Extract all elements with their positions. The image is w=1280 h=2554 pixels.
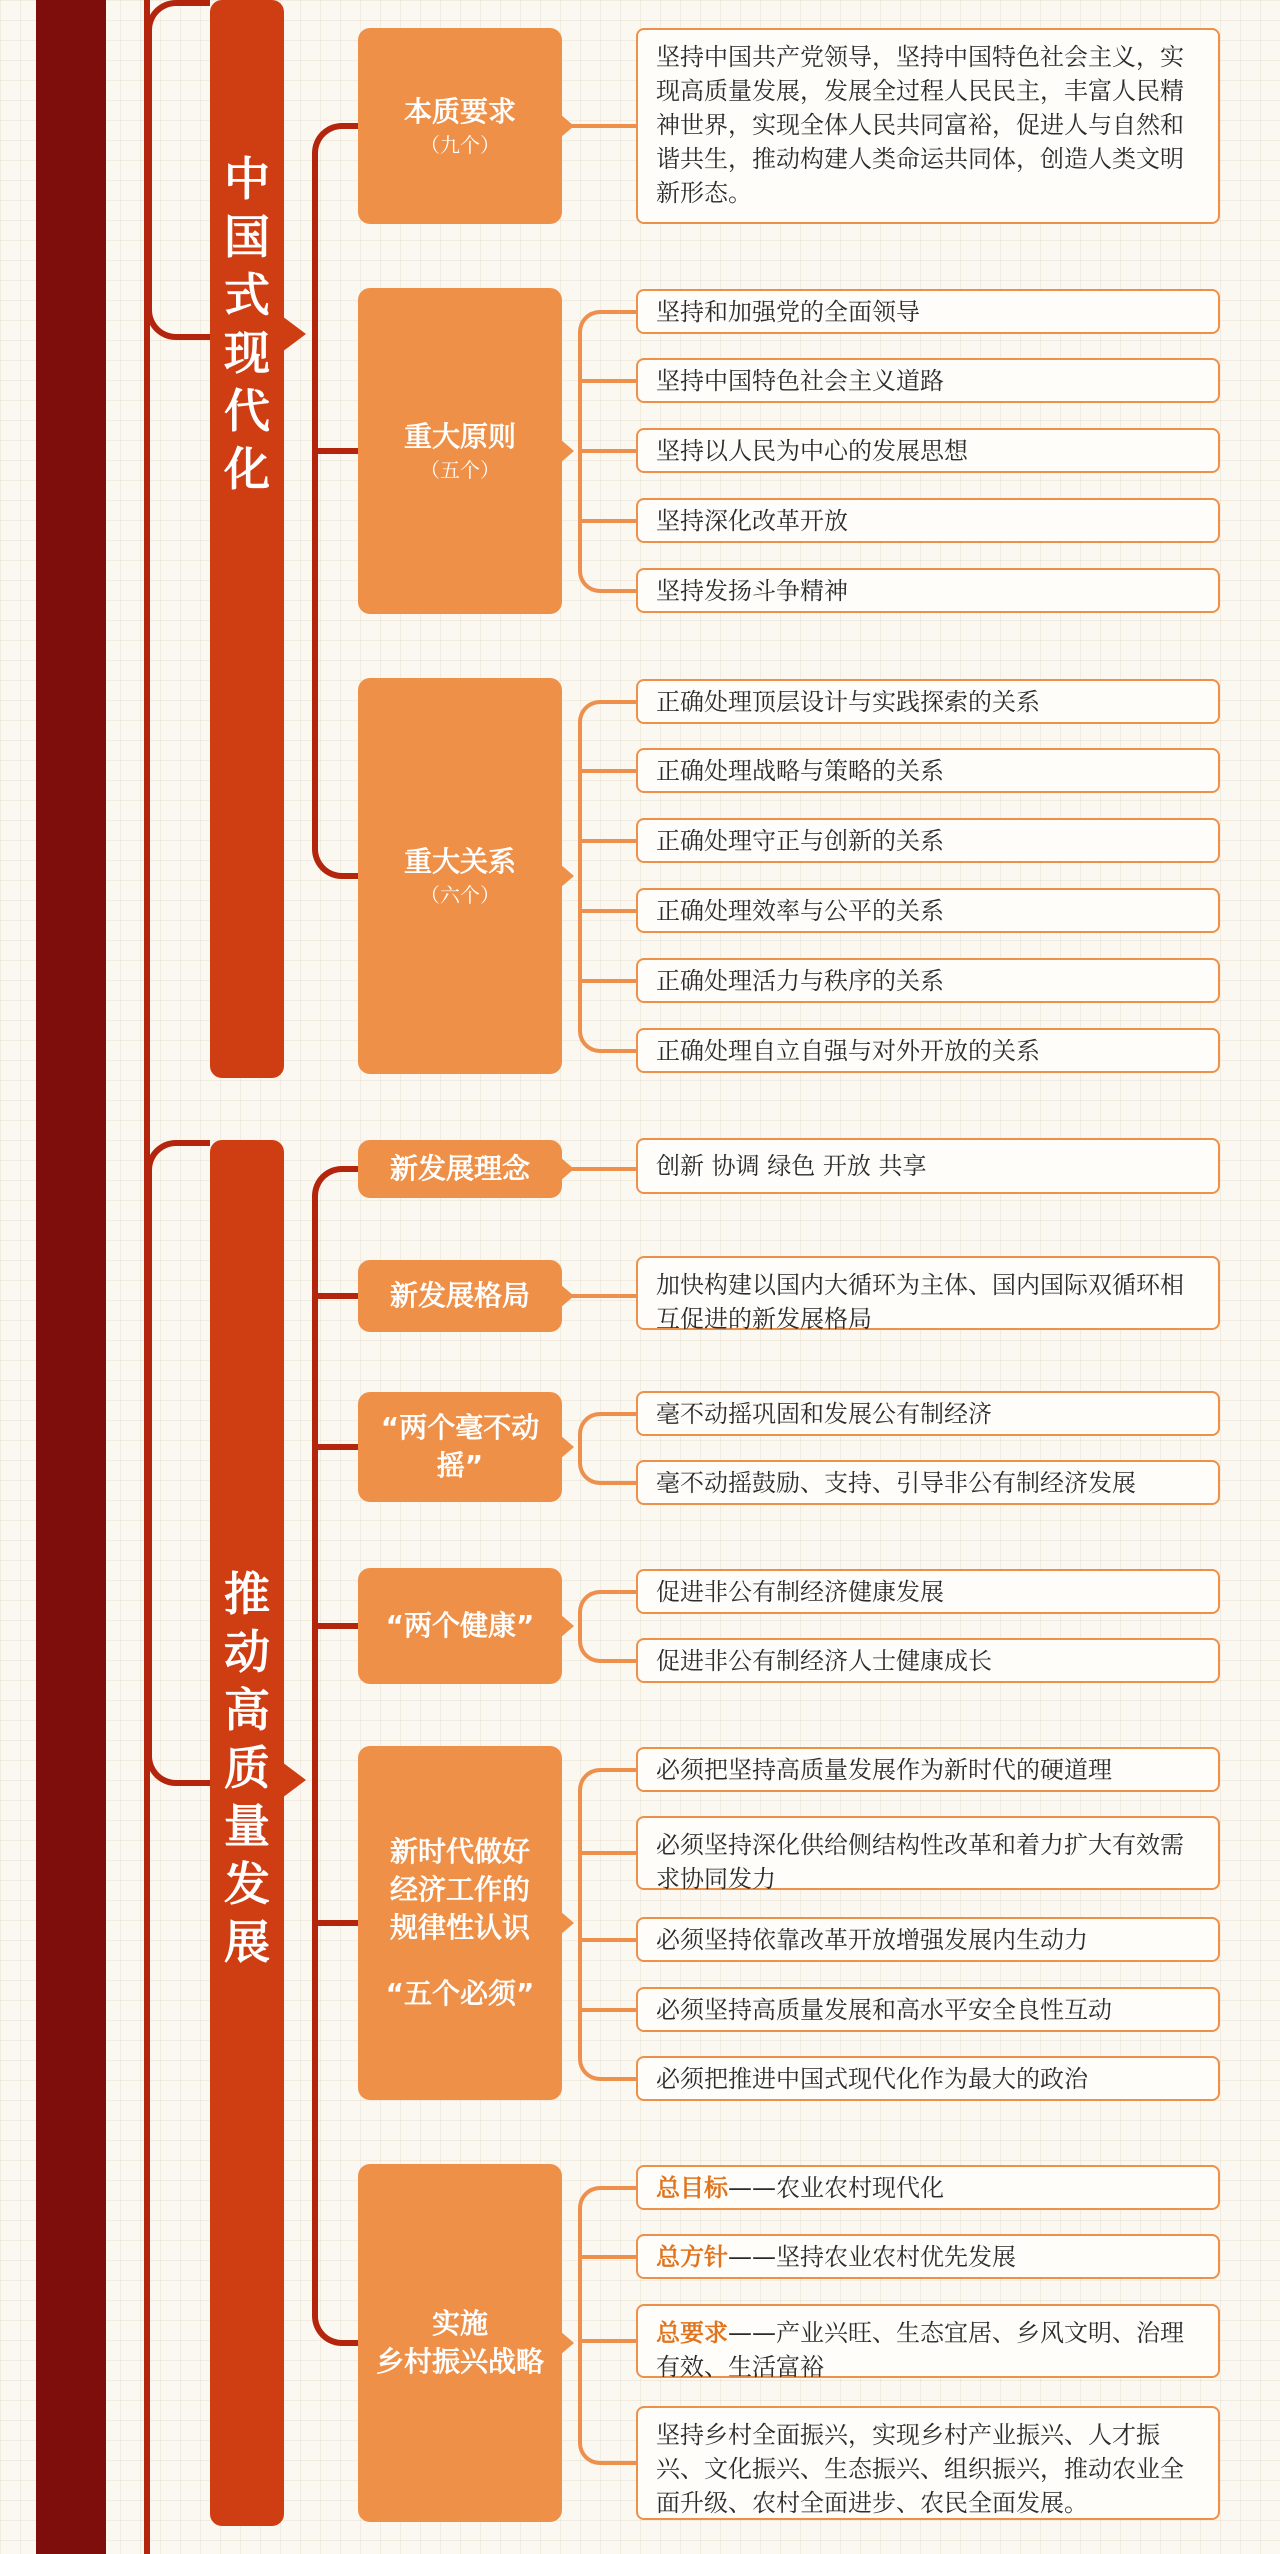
- leaf-text: 创新 协调 绿色 开放 共享: [656, 1152, 927, 1180]
- leaf-item: [636, 428, 1220, 473]
- leaf-text: 必须坚持依靠改革开放增强发展内生动力: [656, 1925, 1088, 1954]
- leaf-branch: [578, 2339, 636, 2343]
- leaf-branch: [578, 2008, 636, 2012]
- leaf-text-wrap: [656, 1034, 1040, 1068]
- leaf-branch: [578, 839, 636, 843]
- category-label: 实施: [431, 2307, 488, 2340]
- leaf-text: 促进非公有制经济人士健康成长: [656, 1646, 992, 1675]
- category-count: （六个）: [420, 883, 500, 907]
- node-branch: [312, 1293, 358, 1299]
- category-node: [358, 288, 562, 614]
- category-node: [358, 1140, 562, 1198]
- leaf-branch: [578, 769, 636, 773]
- leaf-text: 正确处理活力与秩序的关系: [656, 966, 944, 995]
- leaf-text-wrap: [656, 1397, 992, 1431]
- category-label: 新发展格局: [389, 1279, 530, 1312]
- category-label: 重大原则: [403, 420, 516, 453]
- leaf-connector: [572, 1294, 636, 1298]
- leaf-text: 必须坚持深化供给侧结构性改革和着力扩大有效需求协同发力: [656, 1831, 1184, 1893]
- leaf-text: ——坚持农业农村优先发展: [728, 2242, 1016, 2271]
- section-arrow: [282, 1762, 306, 1798]
- leaf-text-wrap: [656, 2316, 1200, 2384]
- leaf-item: [636, 958, 1220, 1003]
- section-title-char: 现: [224, 326, 270, 380]
- leaf-item: [636, 1747, 1220, 1792]
- category-node: [358, 1260, 562, 1332]
- leaf-text-wrap: [656, 1644, 992, 1678]
- node-spine-connector: [312, 1166, 358, 2346]
- leaf-highlight: 总方针: [656, 2242, 728, 2271]
- leaf-text-wrap: [656, 685, 1040, 719]
- leaf-text: 正确处理顶层设计与实践探索的关系: [656, 687, 1040, 716]
- leaf-text: 坚持中国共产党领导，坚持中国特色社会主义，实现高质量发展，发展全过程人民民主，丰富人民精神世界，实现全体人民共同富裕，促进人与自然和谐共生，推动构建人类命运共同体，创造人类文明新形态。: [656, 43, 1184, 207]
- leaf-highlight: 总目标: [656, 2173, 728, 2202]
- leaf-connector: [572, 124, 636, 128]
- leaf-text: 正确处理战略与策略的关系: [656, 756, 944, 785]
- leaf-text: 坚持中国特色社会主义道路: [656, 366, 944, 395]
- leaf-item: [636, 818, 1220, 863]
- section-title-char: 中: [224, 152, 270, 206]
- leaf-item: [636, 748, 1220, 793]
- section-title-char: 发: [224, 1857, 270, 1911]
- leaf-bracket: [578, 1590, 636, 1663]
- leaf-text: ——产业兴旺、生态宜居、乡风文明、治理有效、生活富裕: [656, 2319, 1184, 2381]
- section-title-char: 展: [224, 1915, 270, 1969]
- leaf-item: [636, 1638, 1220, 1683]
- node-arrow: [560, 1435, 574, 1459]
- leaf-connector: [572, 1167, 636, 1171]
- leaf-text-wrap: [656, 2240, 1016, 2274]
- leaf-item: [636, 498, 1220, 543]
- category-node: [358, 1568, 562, 1684]
- section-connector: [146, 1140, 210, 1786]
- leaf-text-wrap: [656, 40, 1200, 210]
- category-label: “两个健康”: [385, 1609, 535, 1642]
- node-arrow: [560, 2331, 574, 2355]
- section-title-char: 量: [224, 1799, 270, 1853]
- leaf-branch: [578, 379, 636, 383]
- leaf-branch: [578, 979, 636, 983]
- section-title-char: 质: [224, 1741, 270, 1795]
- leaf-text: 坚持发扬斗争精神: [656, 576, 848, 605]
- leaf-text-wrap: [656, 964, 944, 998]
- category-label: 本质要求: [403, 95, 516, 128]
- section-title-0: [210, 0, 284, 1078]
- node-arrow: [560, 439, 574, 463]
- category-label-line2: “五个必须”: [385, 1977, 535, 2010]
- leaf-item: [636, 2165, 1220, 2210]
- leaf-text: 毫不动摇巩固和发展公有制经济: [656, 1399, 992, 1428]
- leaf-text-wrap: [656, 2171, 944, 2205]
- section-title-char: 国: [224, 210, 270, 264]
- leaf-text: 正确处理守正与创新的关系: [656, 826, 944, 855]
- leaf-text: 正确处理自立自强与对外开放的关系: [656, 1036, 1040, 1065]
- leaf-item: [636, 2234, 1220, 2279]
- section-title-char: 化: [224, 442, 270, 496]
- category-node: [358, 28, 562, 224]
- leaf-item: [636, 358, 1220, 403]
- leaf-text-wrap: [656, 1575, 944, 1609]
- leaf-bracket: [578, 1412, 636, 1485]
- leaf-item: [636, 679, 1220, 724]
- category-label: 新发展理念: [389, 1152, 530, 1185]
- leaf-text: 坚持深化改革开放: [656, 506, 848, 535]
- leaf-branch: [578, 1851, 636, 1855]
- node-spine-connector: [312, 123, 358, 879]
- section-title-char: 推: [224, 1567, 270, 1621]
- node-branch: [312, 1920, 358, 1926]
- leaf-text-wrap: [656, 2418, 1200, 2520]
- leaf-item: [636, 1460, 1220, 1505]
- left-dark-bar: [36, 0, 106, 2554]
- leaf-text: 坚持乡村全面振兴，实现乡村产业振兴、人才振兴、文化振兴、生态振兴、组织振兴，推动农业全面升级、农村全面进步、农民全面发展。: [656, 2421, 1184, 2517]
- leaf-text-wrap: [656, 2062, 1088, 2096]
- section-title-1: [210, 1140, 284, 2526]
- leaf-text: 坚持以人民为中心的发展思想: [656, 436, 968, 465]
- node-branch: [312, 1444, 358, 1450]
- leaf-text: 必须坚持高质量发展和高水平安全良性互动: [656, 1995, 1112, 2024]
- category-count: （九个）: [420, 133, 500, 157]
- leaf-item: [636, 568, 1220, 613]
- section-title-char: 代: [224, 384, 270, 438]
- leaf-bracket: [578, 700, 636, 1053]
- leaf-branch: [578, 519, 636, 523]
- leaf-item: [636, 2304, 1220, 2381]
- leaf-text-wrap: [656, 1993, 1112, 2027]
- leaf-item: [636, 2056, 1220, 2101]
- node-arrow: [560, 1911, 574, 1935]
- leaf-text-wrap: [656, 504, 848, 538]
- node-arrow: [560, 1614, 574, 1638]
- leaf-text: 必须把推进中国式现代化作为最大的政治: [656, 2064, 1088, 2093]
- leaf-item: [636, 888, 1220, 933]
- section-title-char: 动: [224, 1625, 270, 1679]
- leaf-text: 正确处理效率与公平的关系: [656, 896, 944, 925]
- leaf-item: [636, 289, 1220, 334]
- leaf-item: [636, 28, 1220, 224]
- leaf-text: ——农业农村现代化: [728, 2173, 944, 2202]
- leaf-text-wrap: [656, 1923, 1088, 1957]
- leaf-bracket: [578, 2186, 636, 2466]
- leaf-highlight: 总要求: [656, 2319, 728, 2347]
- node-branch: [312, 1623, 358, 1629]
- leaf-text-wrap: [656, 364, 944, 398]
- leaf-text-wrap: [656, 1828, 1200, 1896]
- leaf-branch: [578, 449, 636, 453]
- leaf-text: 毫不动摇鼓励、支持、引导非公有制经济发展: [656, 1468, 1136, 1497]
- category-count: （五个）: [420, 458, 500, 482]
- leaf-text-wrap: [656, 574, 848, 608]
- category-node: [358, 1746, 562, 2100]
- leaf-text-wrap: [656, 295, 920, 329]
- leaf-text-wrap: [656, 1268, 1200, 1336]
- leaf-item: [636, 1917, 1220, 1962]
- leaf-text: 促进非公有制经济健康发展: [656, 1577, 944, 1606]
- category-label: 新时代做好经济工作的规律性认识: [389, 1835, 530, 1944]
- leaf-text-wrap: [656, 1753, 1112, 1787]
- leaf-item: [636, 2406, 1220, 2520]
- section-title-char: 式: [224, 268, 270, 322]
- category-node: [358, 1392, 562, 1502]
- leaf-item: [636, 1569, 1220, 1614]
- section-connector: [146, 0, 210, 340]
- leaf-text-wrap: [656, 754, 944, 788]
- leaf-branch: [578, 1938, 636, 1942]
- category-label: 重大关系: [403, 845, 516, 878]
- leaf-text-wrap: [656, 434, 968, 468]
- leaf-text-wrap: [656, 1466, 1136, 1500]
- category-label-line2: 乡村振兴战略: [375, 2345, 544, 2378]
- leaf-item: [636, 1987, 1220, 2032]
- leaf-item: [636, 1391, 1220, 1436]
- leaf-text-wrap: [656, 1149, 927, 1183]
- section-arrow: [282, 316, 306, 352]
- node-arrow: [560, 864, 574, 888]
- leaf-branch: [578, 909, 636, 913]
- leaf-item: [636, 1256, 1220, 1333]
- leaf-text: 坚持和加强党的全面领导: [656, 297, 920, 326]
- leaf-item: [636, 1138, 1220, 1194]
- leaf-text: 加快构建以国内大循环为主体、国内国际双循环相互促进的新发展格局: [656, 1271, 1184, 1333]
- category-node: [358, 678, 562, 1074]
- leaf-text: 必须把坚持高质量发展作为新时代的硬道理: [656, 1755, 1112, 1784]
- leaf-bracket: [578, 1768, 636, 2081]
- node-branch: [312, 448, 358, 454]
- leaf-item: [636, 1816, 1220, 1893]
- leaf-branch: [578, 2255, 636, 2259]
- leaf-text-wrap: [656, 894, 944, 928]
- leaf-text-wrap: [656, 824, 944, 858]
- leaf-item: [636, 1028, 1220, 1073]
- category-node: [358, 2164, 562, 2522]
- section-title-char: 高: [224, 1683, 270, 1737]
- category-label: “两个毫不动摇”: [380, 1411, 540, 1482]
